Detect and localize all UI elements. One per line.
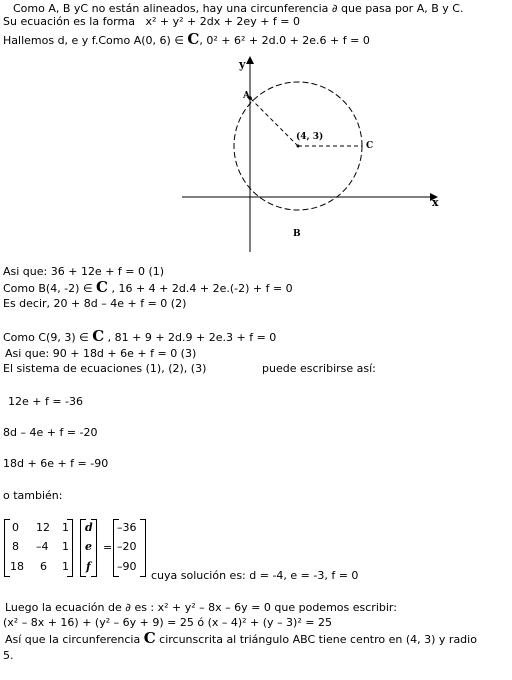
conclusion-line-end: 5. (3, 649, 14, 662)
matrix-equals: = (103, 541, 113, 554)
coefficient-matrix: 0 12 1 8 –4 1 18 6 1 (4, 519, 74, 577)
point-b-line: Como B(4, -2) ∈ C , 16 + 4 + 2d.4 + 2e.(-2) + f = 0 (3, 278, 293, 296)
a-label: A (243, 91, 250, 101)
center-label: (4, 3) (296, 132, 324, 142)
y-label: y (239, 58, 246, 71)
point-c-line: Como C(9, 3) ∈ C , 81 + 9 + 2d.9 + 2e.3 + f = 0 (3, 327, 277, 345)
form-line: Su ecuación es la forma x² + y² + 2dx + 2ey + f = 0 (3, 15, 300, 28)
circle-symbol: C (96, 278, 108, 296)
eq1-line: Asi que: 36 + 12e + f = 0 (1) (3, 265, 165, 278)
c-label: C (366, 141, 374, 151)
center-point (297, 145, 300, 148)
solution-line: cuya solución es: d = -4, e = -3, f = 0 (151, 569, 359, 582)
find-line: Hallemos d, e y f.Como A(0, 6) ∈ C, 0² + 6² + 2d.0 + 2e.6 + f = 0 (3, 30, 370, 48)
system-line: El sistema de ecuaciones (1), (2), (3) (3, 362, 207, 375)
system-line-end: puede escribirse así: (262, 362, 376, 375)
y-axis-arrow (246, 56, 254, 64)
eq3-line: Asi que: 90 + 18d + 6e + f = 0 (3) (5, 347, 197, 360)
circle-symbol: C (187, 30, 200, 48)
conclusion-line: Así que la circunferencia C circunscrita al triángulo ABC tiene centro en (4, 3) y radio (5, 629, 477, 647)
intro-line: Como A, B yC no están alineados, hay una circunferencia ∂ que pasa por A, B y C. (13, 2, 464, 15)
system-eq1: 12e + f = -36 (8, 395, 84, 408)
completed-squares-line: (x² – 8x + 16) + (y² – 6y + 9) = 25 ó (x – 4)² + (y – 3)² = 25 (3, 616, 332, 629)
b-label: B (293, 229, 301, 239)
system-eq2: 8d – 4e + f = -20 (3, 426, 98, 439)
radius-to-a (250, 98, 298, 146)
x-label: x (432, 196, 439, 209)
rhs-vector: –36 –20 –90 (113, 519, 147, 577)
circle-symbol: C (92, 327, 105, 345)
variable-vector: d e f (80, 519, 98, 577)
system-eq3: 18d + 6e + f = -90 (3, 457, 109, 470)
circle-symbol: C (143, 629, 156, 647)
result-line: Luego la ecuación de ∂ es : x² + y² – 8x – 6y = 0 que podemos escribir: (5, 601, 397, 614)
also-line: o también: (3, 489, 63, 502)
eq2-line: Es decir, 20 + 8d – 4e + f = 0 (2) (3, 297, 187, 310)
